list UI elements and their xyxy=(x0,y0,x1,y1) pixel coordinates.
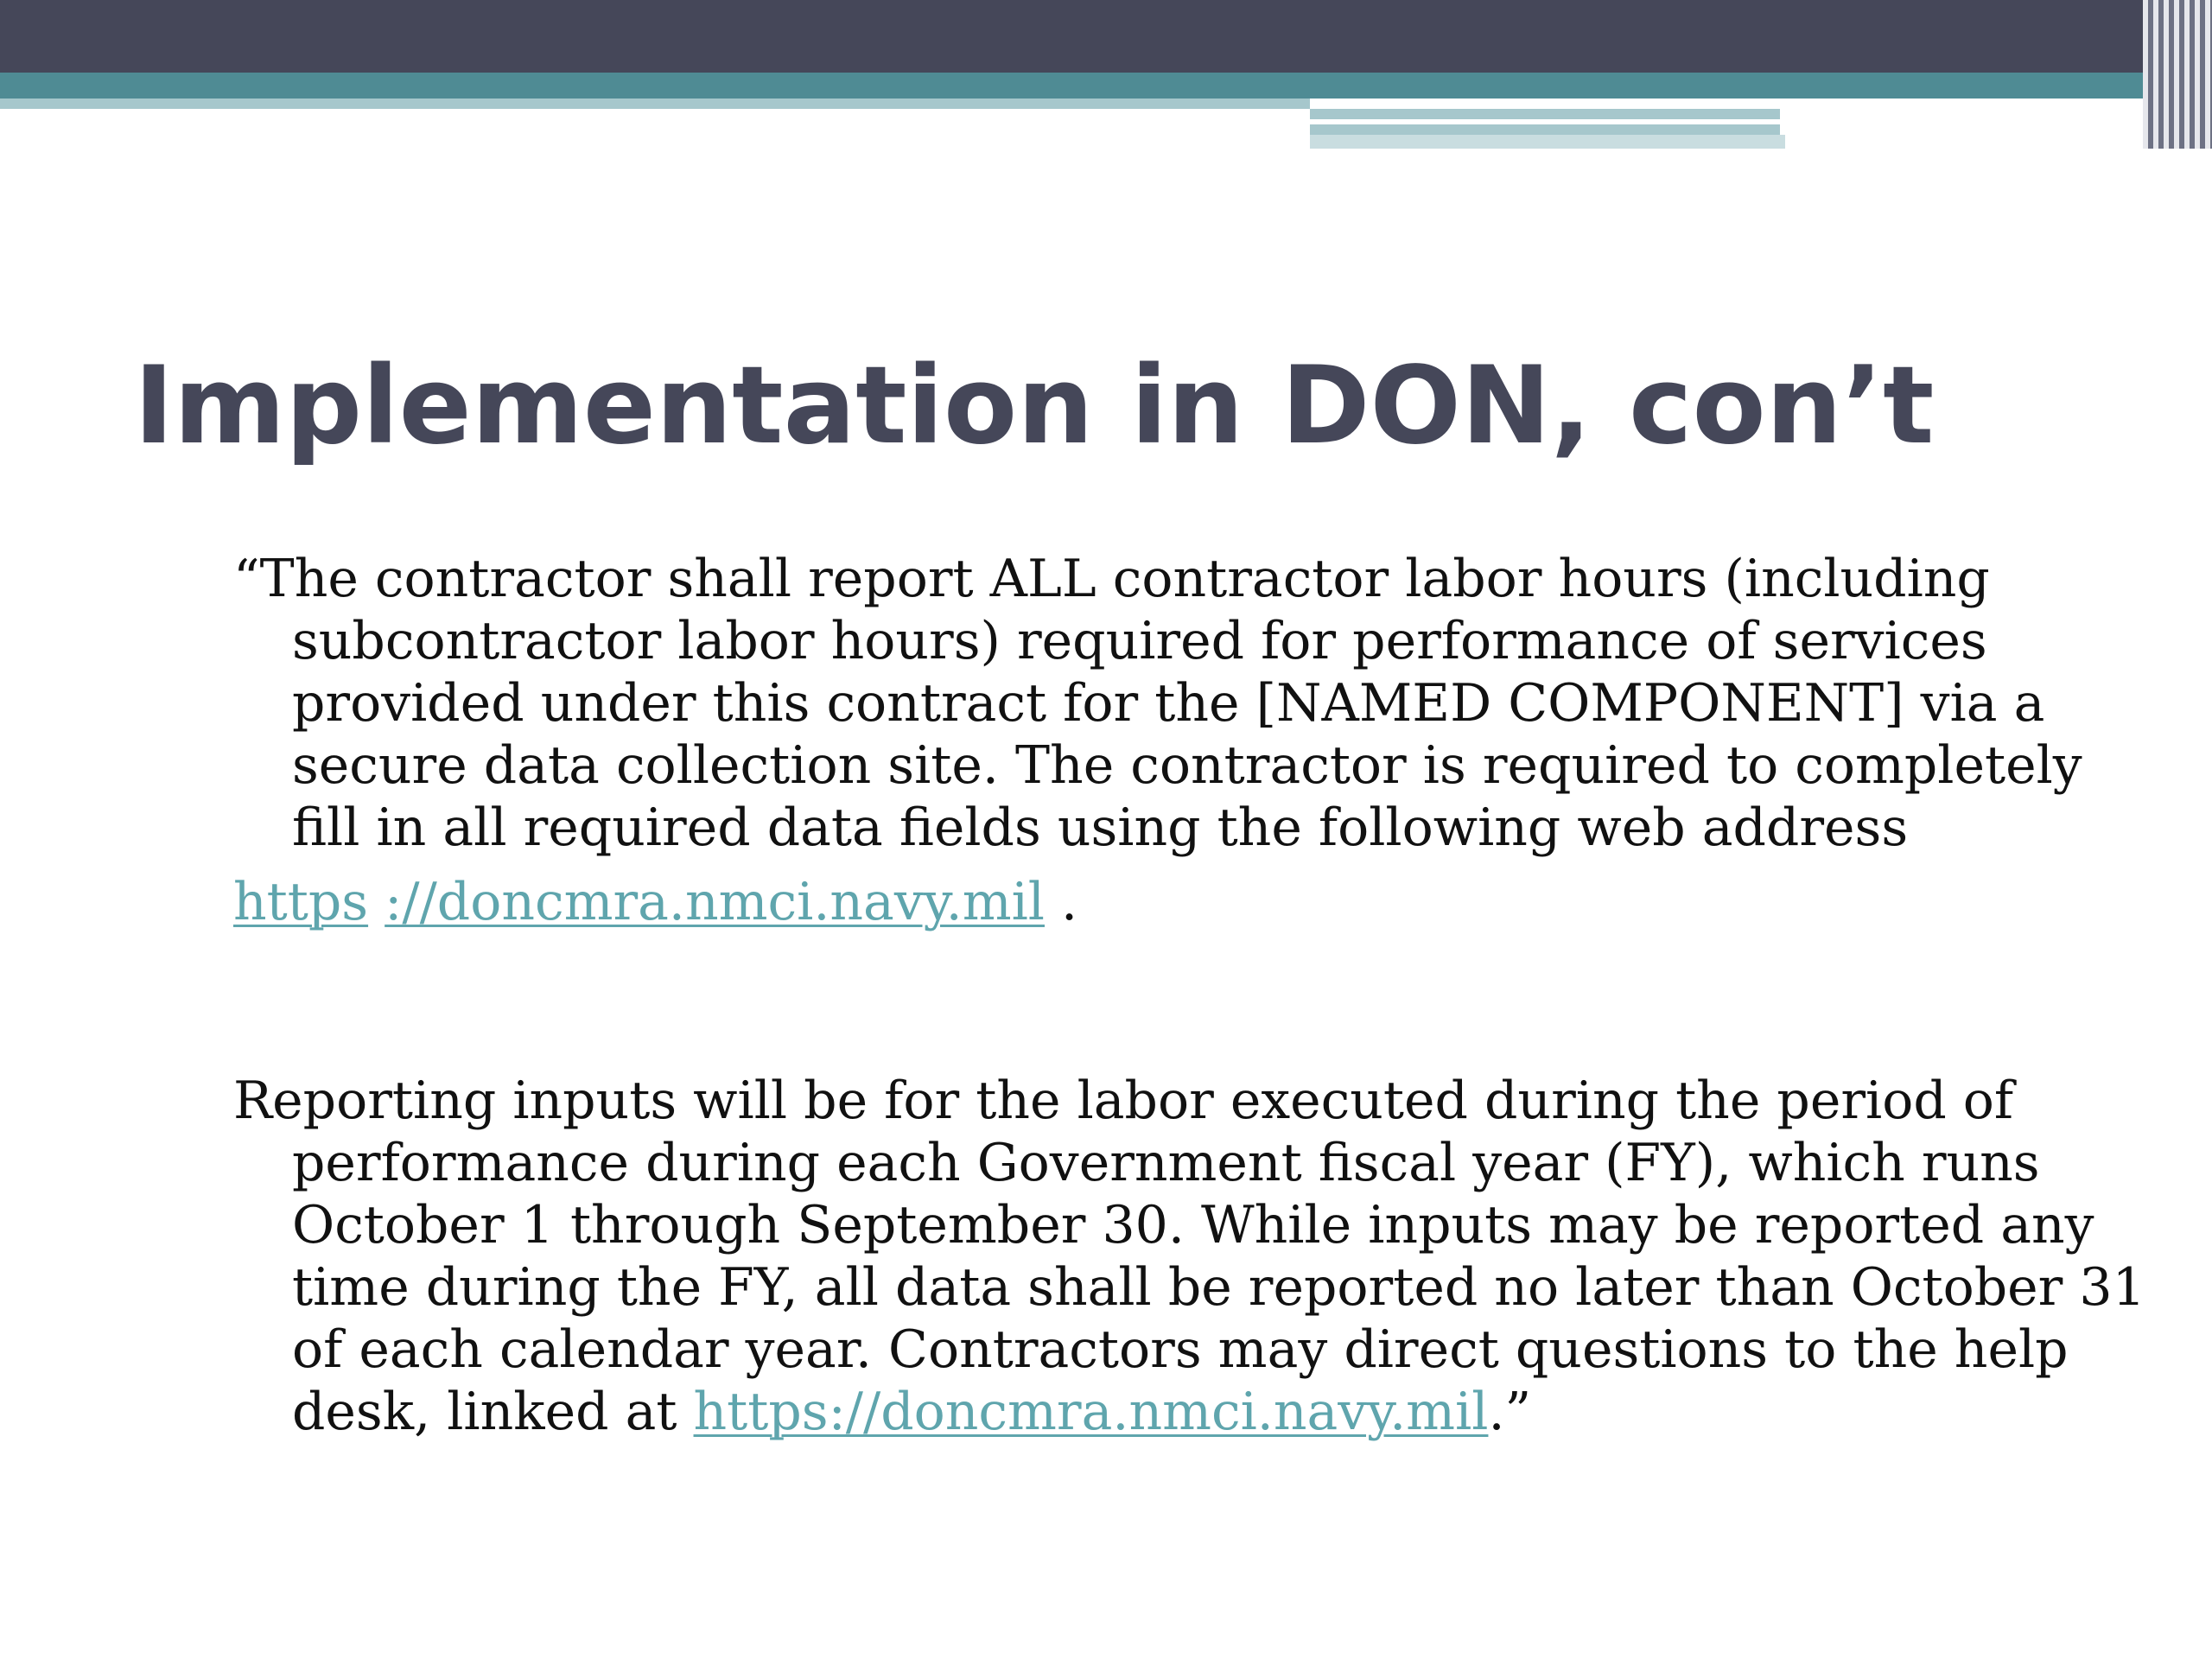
paragraph-1-trailing: . xyxy=(1044,872,1078,932)
doncmra-link-scheme[interactable]: https xyxy=(233,872,369,932)
header-bar-light xyxy=(0,99,1310,109)
header-bar-teal xyxy=(0,73,2212,99)
doncmra-link-domain[interactable]: ://doncmra.nmci.navy.mil xyxy=(385,872,1045,932)
paragraph-1-text: “The contractor shall report ALL contractor labor hours (including subcontractor labor hours) required for performance of services provided under this contract for the [NAMED COMPONENT] via a secure data collection site. The contractor is required to completely fill in all required data fields using the following web address xyxy=(233,549,2082,858)
help-desk-link[interactable]: https://doncmra.nmci.navy.mil xyxy=(693,1382,1489,1442)
contract-clause-paragraph xyxy=(233,548,2150,933)
header-bar-dark xyxy=(0,0,2212,73)
slide-title: Implementation in DON, con’t xyxy=(134,344,1935,468)
header-stripes-decoration xyxy=(2143,0,2212,149)
web-address-line xyxy=(233,871,2150,933)
reporting-period-paragraph xyxy=(233,1070,2150,1443)
header-bar-step-line xyxy=(1310,119,2048,124)
paragraph-2-text: Reporting inputs will be for the labor executed during the period of performance during each Government fiscal year (FY), which runs October 1 through September 30. While inputs may be reported any time during the FY, all data shall be reported no later than October 31 of each calendar year. Contractors may direct questions to the help desk, linked at xyxy=(233,1071,2145,1442)
header-bar-step-shadow xyxy=(1310,135,1785,149)
paragraph-2-trailing: .” xyxy=(1488,1382,1532,1442)
